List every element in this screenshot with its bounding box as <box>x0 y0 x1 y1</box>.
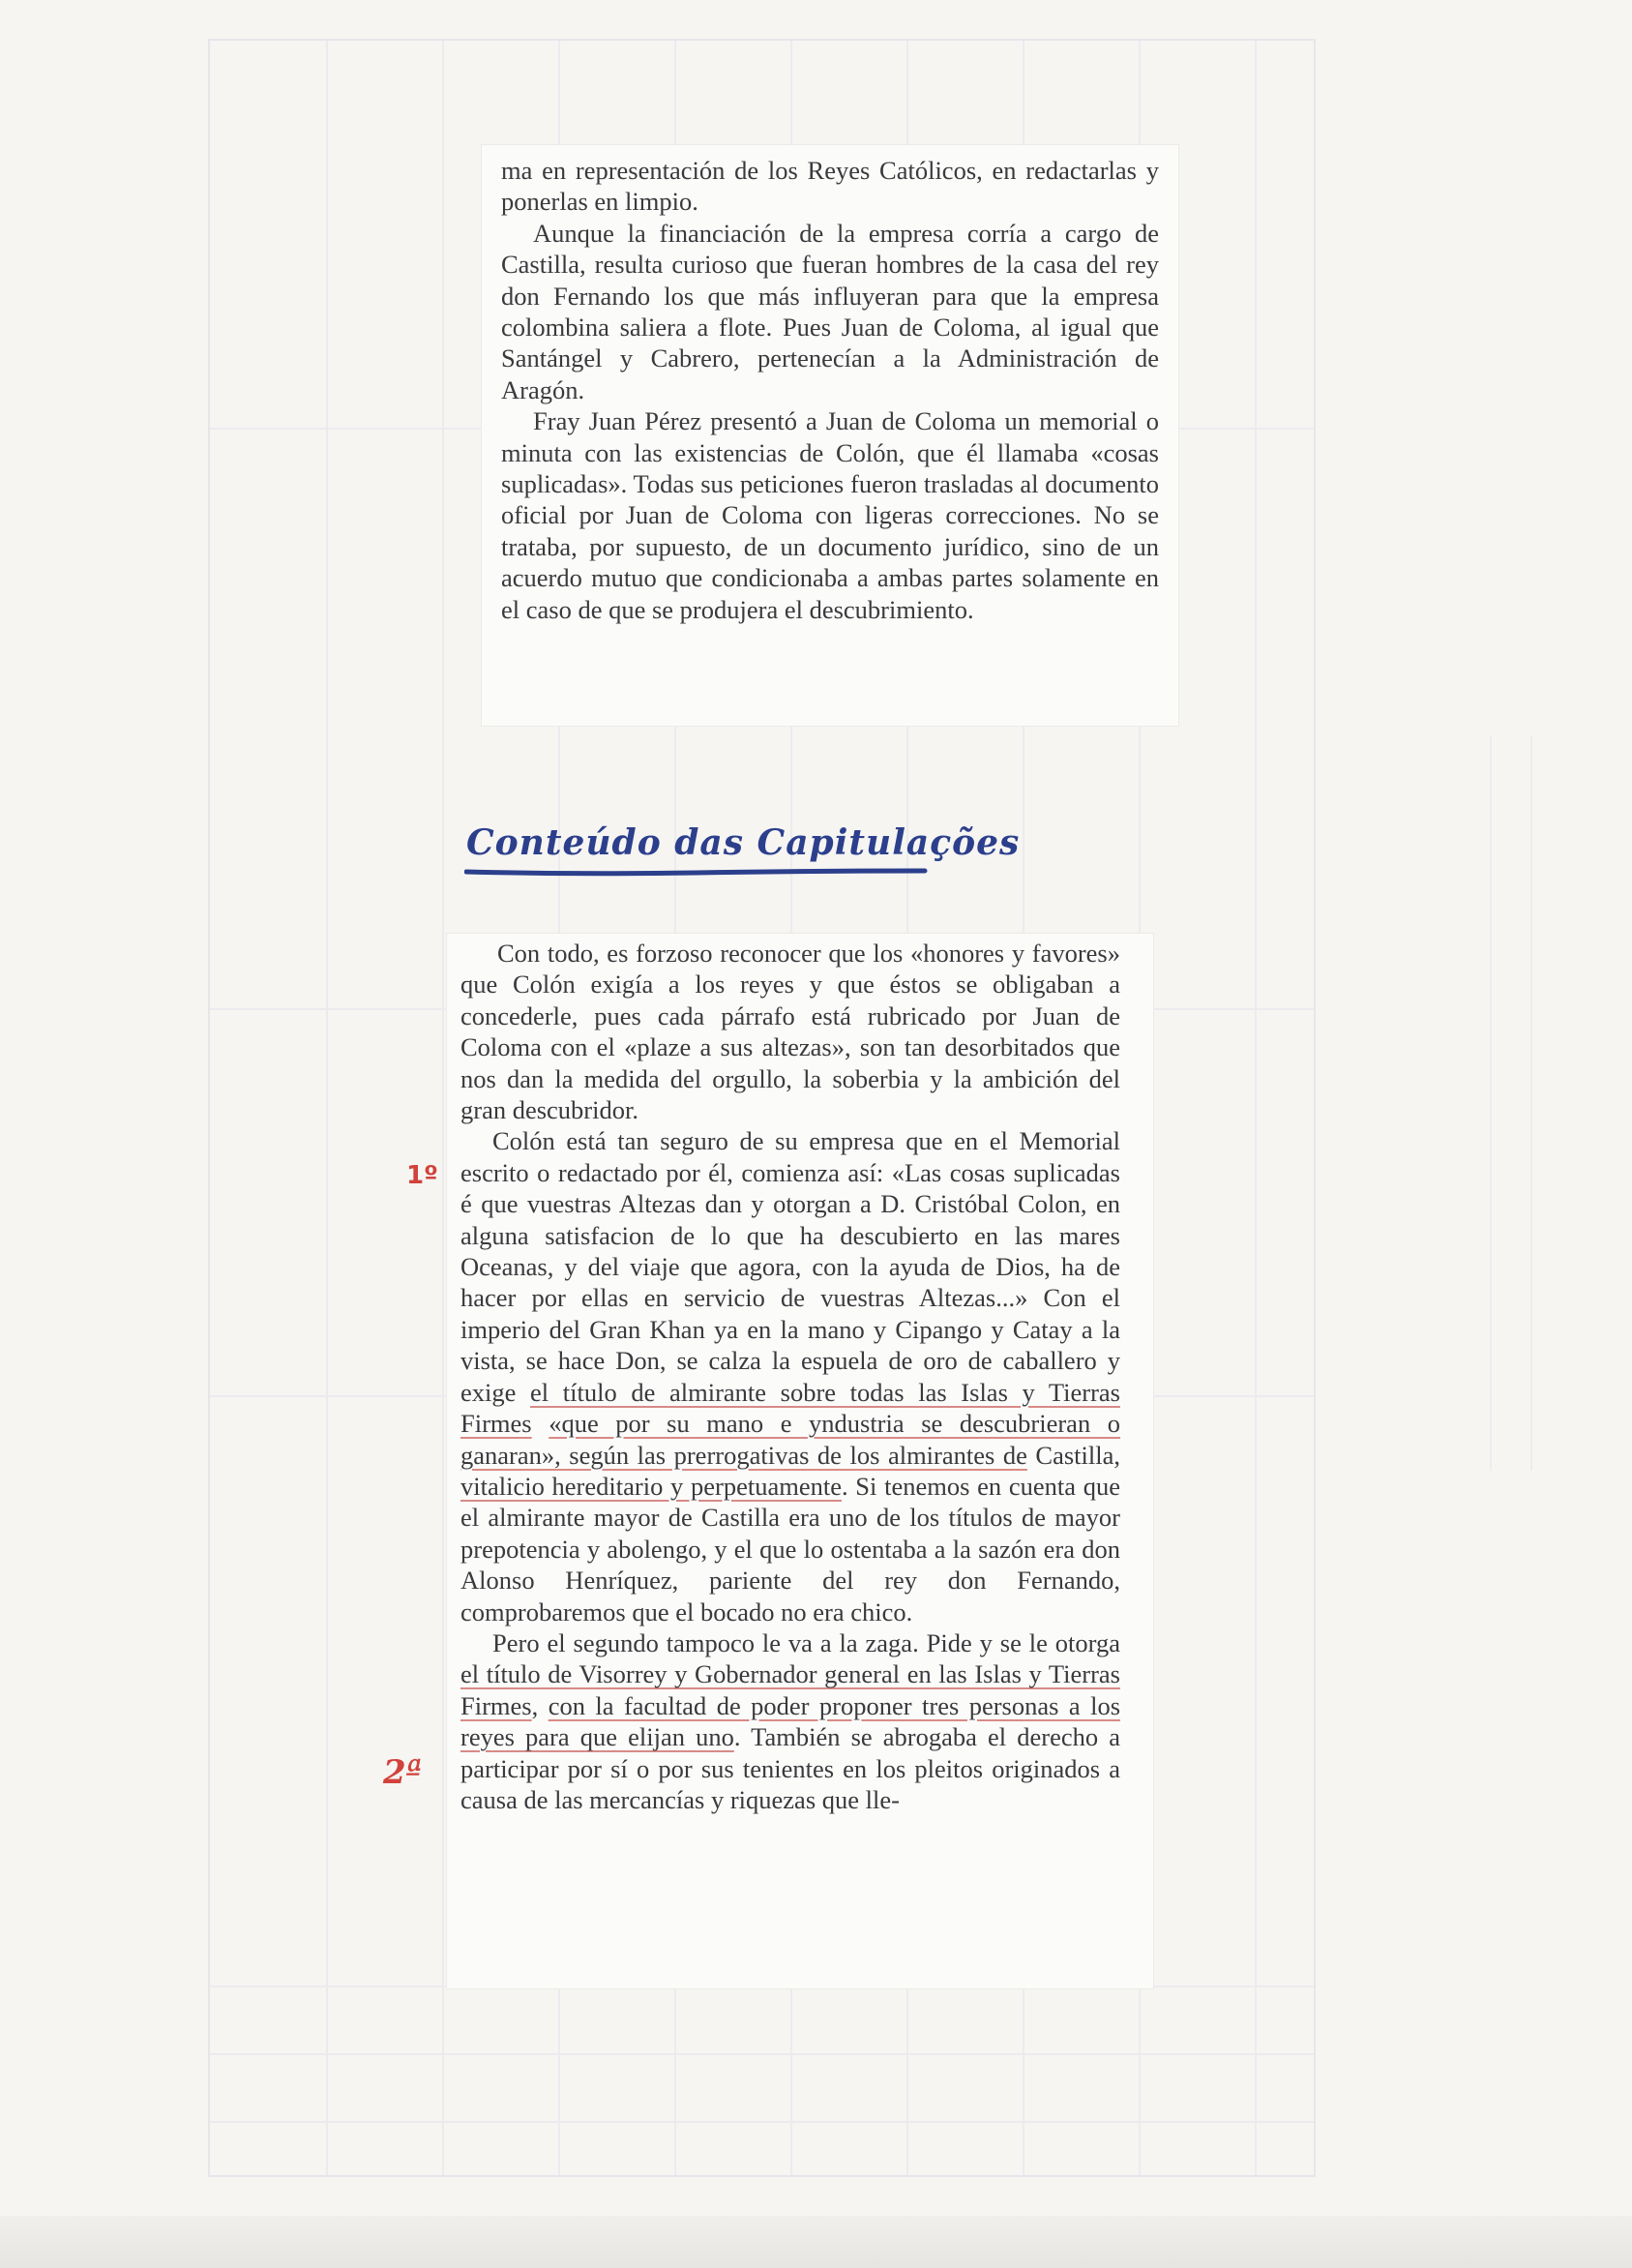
paragraph-3-text-start: Pero el segundo tampoco le va a la zaga. Pide y se le otorga <box>492 1627 1120 1657</box>
clipping-top-paragraph-1: ma en representación de los Reyes Católicos, en redactarlas y ponerlas en limpio. <box>501 156 1159 217</box>
margin-mark-first: 1º <box>406 1161 438 1190</box>
clipping-top-paragraph-2: Aunque la financiación de la empresa corría a cargo de Castilla, resulta curioso que fueran hombres de la casa del rey don Fernando los que más influyeran para que la empresa colombina saliera a flote. Pues Juan de Coloma, al igual que Santángel y Cabrero, pertenecían a la Administración de Aragón. <box>501 218 1159 404</box>
clipping-top-paragraph-3: Fray Juan Pérez presentó a Juan de Coloma un memorial o minuta con las existencias de Colón, que él llamaba «cosas suplicadas». Todas sus peticiones fueron trasladas al documento oficial por Juan de Coloma con ligeras correcciones. No se trataba, por supuesto, de un documento jurídico, sino de un acuerdo mutuo que condicionaba a ambas partes solamente en el caso de que se produjera el descubrimiento. <box>501 406 1159 624</box>
clipping-bottom-paragraph-2 <box>460 1125 1120 1627</box>
paragraph-2-text-gap-2: Castilla, <box>1026 1440 1120 1470</box>
heading-underline <box>464 867 929 877</box>
paragraph-2-text-gap-1 <box>532 1409 549 1438</box>
handwritten-section-heading: Conteúdo das Capitulações <box>466 822 1021 863</box>
clipping-bottom-paragraph-3 <box>460 1627 1120 1815</box>
red-underline-admiral-title: el título de almirante sobre todas las Islas y Tierras Firmes <box>460 1377 1120 1439</box>
paragraph-2-text-end: . Si tenemos en cuenta que el almirante mayor de Castilla era uno de los títulos de mayor prepotencia y abolengo, y el que lo ostentaba a la sazón era don Alonso Henríquez, pariente del rey don Fernando, comprobaremos que el bocado no era chico. <box>460 1471 1120 1626</box>
paragraph-3-text-end: . También se abrogaba el derecho a participar por sí o por sus tenientes en los pleitos originados a causa de las mercancías y riquezas que lle- <box>460 1722 1120 1814</box>
scan-bottom-edge <box>0 2216 1632 2268</box>
red-underline-hereditary: vitalicio hereditario y perpetuamente <box>460 1471 842 1501</box>
paragraph-2-text-start: Colón está tan seguro de su empresa que en el Memorial escrito o redactado por él, comienza así: «Las cosas suplicadas é que vuestras Altezas dan y otorgan a D. Cristóbal Colon, en alguna satisfacion de lo que ha descubierto en las mares Oceanas, y del viaje que agora, con la ayuda de Dios, ha de hacer por ellas en servicio de vuestras Altezas...» Con el imperio del Gran Khan ya en la mano y Cipango y Catay a la vista, se hace Don, se calza la espuela de oro de caballero y exige <box>460 1126 1120 1407</box>
margin-mark-second: 2ª <box>383 1753 423 1792</box>
clipping-bottom-text <box>460 938 1120 1815</box>
bleed-through-side-column <box>1490 735 1579 1471</box>
red-underline-prerogatives: «que por su mano e yndustria se descubrieran o ganaran», según las prerrogativas de los almirantes de <box>460 1409 1121 1470</box>
red-underline-propose-three: con la facultad de poder proponer tres personas a los reyes para que elijan uno <box>460 1690 1121 1752</box>
red-underline-viceroy-title: el título de Visorrey y Gobernador general en las Islas y Tierras Firmes <box>460 1659 1120 1720</box>
paragraph-3-text-gap: , <box>531 1690 549 1720</box>
clipping-bottom-paragraph-1: Con todo, es forzoso reconocer que los «honores y favores» que Colón exigía a los reyes y que éstos se obligaban a concederle, pues cada párrafo está rubricado por Juan de Coloma con el «plaze a sus altezas», son tan desorbitados que nos dan la medida del orgullo, la soberbia y la ambición del gran descubridor. <box>460 939 1120 1125</box>
clipping-top-text <box>501 155 1159 625</box>
